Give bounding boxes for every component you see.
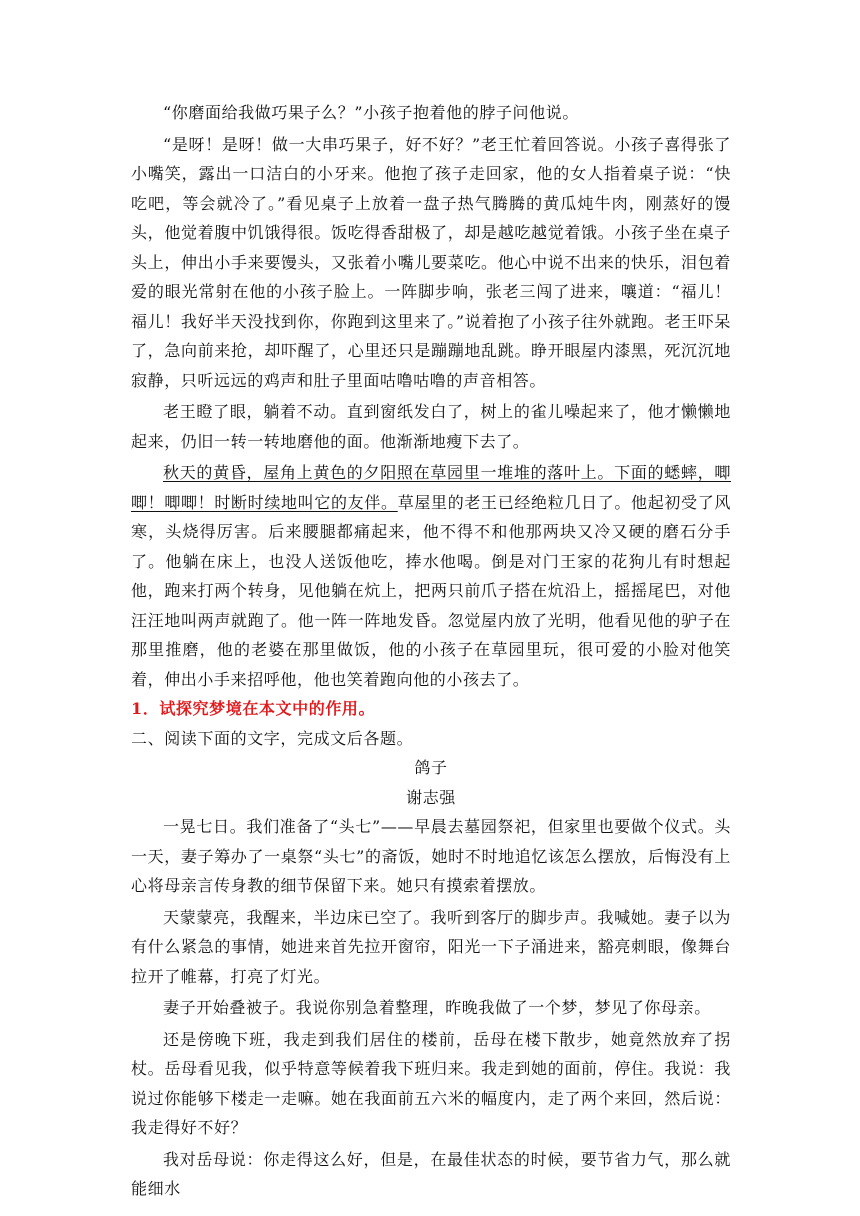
article-author: 谢志强 [406, 787, 456, 807]
document-body [131, 98, 731, 1204]
story-paragraph-3: 老王瞪了眼，躺着不动。直到窗纸发白了，树上的雀儿噪起来了，他才懒懒地起来，仍旧一转一转地磨他的面。他渐渐地瘦下去了。 [131, 402, 731, 451]
article-paragraph-2: 天蒙蒙亮，我醒来，半边床已空了。我听到客厅的脚步声。我喊她。妻子以为有什么紧急的事情，她进来首先拉开窗帘，阳光一下子涌进来，豁亮刺眼，像舞台拉开了帷幕，打亮了灯光。 [131, 907, 731, 986]
story-paragraph-4-rest: 草屋里的老王已经绝粒几日了。他起初受了风寒，头烧得厉害。后来腰腿都痛起来，他不得不和他那两块又冷又硬的磨石分手了。他躺在床上，也没人送饭他吃，捧水他喝。倒是对门王家的花狗儿有时想起他，跑来打两个转身，见他躺在炕上，把两只前爪子搭在炕沿上，摇摇尾巴，对他汪汪地叫两声就跑了。他一阵一阵地发昏。忽觉屋内放了光明，他看见他的驴子在那里推磨，他的老婆在那里做饭，他的小孩子在草园里玩，很可爱的小脸对他笑着，伸出小手来招呼他，他也笑着跑向他的小孩去了。 [131, 492, 731, 689]
question-1: 1．试探究梦境在本文中的作用。 [131, 699, 376, 718]
story-paragraph-1: “你磨面给我做巧果子么？”小孩子抱着他的脖子问他说。 [163, 103, 579, 122]
story-paragraph-2: “是呀！是呀！做一大串巧果子，好不好？”老王忙着回答说。小孩子喜得张了小嘴笑，露出一口洁白的小牙来。他抱了孩子走回家，他的女人指着桌子说：“快吃吧，等会就冷了。”看见桌子上放着一盘子热气腾腾的黄瓜炖牛肉，刚蒸好的馒头，他觉着腹中饥饿得很。饭吃得香甜极了，却是越吃越觉着饿。小孩子坐在桌子头上，伸出小手来要馒头，又张着小嘴儿要菜吃。他心中说不出来的快乐，泪包着爱的眼光常射在他的小孩子脸上。一阵脚步响，张老三闯了进来，嚷道：“福儿！福儿！我好半天没找到你，你跑到这里来了。”说着抱了小孩子往外就跑。老王吓呆了，急向前来抢，却吓醒了，心里还只是蹦蹦地乱跳。睁开眼屋内漆黑，死沉沉地寂静，只听远远的鸡声和肚子里面咕噜咕噜的声音相答。 [131, 134, 731, 390]
story-paragraph-4 [131, 458, 731, 694]
underlined-sentence: 秋天的黄昏，屋角上黄色的夕阳照在草园里一堆堆的落叶上。下面的蟋蟀，唧唧！唧唧！时断时续地叫它的友伴。 [131, 463, 731, 512]
article-paragraph-3: 妻子开始叠被子。我说你别急着整理，昨晚我做了一个梦，梦见了你母亲。 [163, 998, 711, 1017]
section-2-heading: 二、阅读下面的文字，完成文后各题。 [131, 728, 414, 748]
article-paragraph-5: 我对岳母说：你走得这么好，但是，在最佳状态的时候，要节省力气，那么就能细水 [131, 1149, 731, 1198]
article-paragraph-4: 还是傍晚下班，我走到我们居住的楼前，岳母在楼下散步，她竟然放弃了拐杖。岳母看见我，似乎特意等候着我下班归来。我走到她的面前，停住。我说：我说过你能够下楼走一走嘛。她在我面前五六米的幅度内，走了两个来回，然后说：我走得好不好？ [131, 1029, 731, 1137]
article-title: 鸽子 [414, 758, 448, 777]
article-paragraph-1: 一晃七日。我们准备了“头七”——早晨去墓园祭祀，但家里也要做个仪式。头一天，妻子筹办了一桌祭“头七”的斋饭，她时不时地追忆该怎么摆放，后悔没有上心将母亲言传身教的细节保留下来。她只有摸索着摆放。 [131, 817, 731, 895]
